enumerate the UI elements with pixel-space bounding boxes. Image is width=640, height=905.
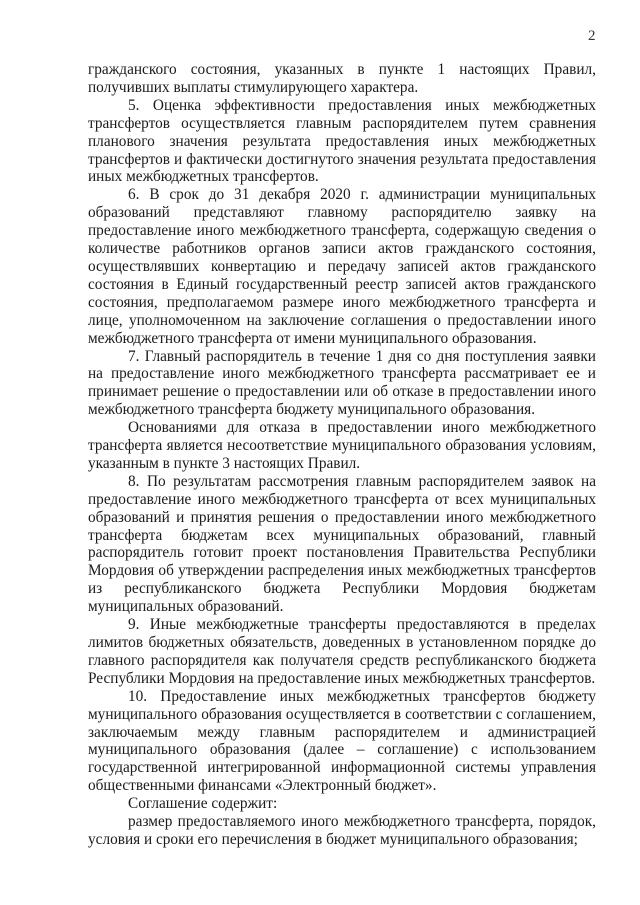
paragraph: 8. По результатам рассмотрения главным распорядителем заявок на предоставление иного межбюджетного трансферта от всех муниципальных образований и принятия решения о предоставлении иного межбюджетного трансферта бюджетам всех муниципальных образований, главный распорядитель готовит проект постановления Правительства Республики Мордовия об утверждении распределения иных межбюджетных трансфертов из республиканского бюджета Республики Мордовия бюджетам муниципальных образований. [88,472,596,616]
paragraph: 10. Предоставление иных межбюджетных трансфертов бюджету муниципального образования осуществляется в соответствии с соглашением, заключаемым между главным распорядителем и администрацией муниципального образования (далее – соглашение) с использованием государственной интегрированной информационной системы управления общественными финансами «Электронный бюджет». [88,687,596,795]
document-body [88,61,596,849]
page-number: 2 [588,28,596,44]
paragraph: 5. Оценка эффективности предоставления иных межбюджетных трансфертов осуществляется главным распорядителем путем сравнения планового значения результата предоставления иных межбюджетных трансфертов и фактически достигнутого значения результата предоставления иных межбюджетных трансфертов. [88,96,596,186]
paragraph: размер предоставляемого иного межбюджетного трансферта, порядок, условия и сроки его перечисления в бюджет муниципального образования; [88,813,596,848]
paragraph: 9. Иные межбюджетные трансферты предоставляются в пределах лимитов бюджетных обязательств, доведенных в установленном порядке до главного распорядителя как получателя средств республиканского бюджета Республики Мордовия на предоставление иных межбюджетных трансфертов. [88,616,596,687]
paragraph: 6. В срок до 31 декабря 2020 г. администрации муниципальных образований представляют главному распорядителю заявку на предоставление иного межбюджетного трансферта, содержащую сведения о количестве работников органов записи актов гражданского состояния, осуществлявших конвертацию и передачу записей актов гражданского состояния в Единый государственный реестр записей актов гражданского состояния, предполагаемом размере иного межбюджетного трансферта и лице, уполномоченном на заключение соглашения о предоставлении иного межбюджетного трансферта от имени муниципального образования. [88,186,596,347]
paragraph: гражданского состояния, указанных в пункте 1 настоящих Правил, получивших выплаты стимулирующего характера. [88,61,596,96]
paragraph: Соглашение содержит: [128,795,278,813]
paragraph: 7. Главный распорядитель в течение 1 дня со дня поступления заявки на предоставление иного межбюджетного трансферта рассматривает ее и принимает решение о предоставлении или об отказе в предоставлении иного межбюджетного трансферта бюджету муниципального образования. [88,347,596,419]
paragraph: Основаниями для отказа в предоставлении иного межбюджетного трансферта является несоответствие муниципального образования условиям, указанным в пункте 3 настоящих Правил. [88,419,596,472]
